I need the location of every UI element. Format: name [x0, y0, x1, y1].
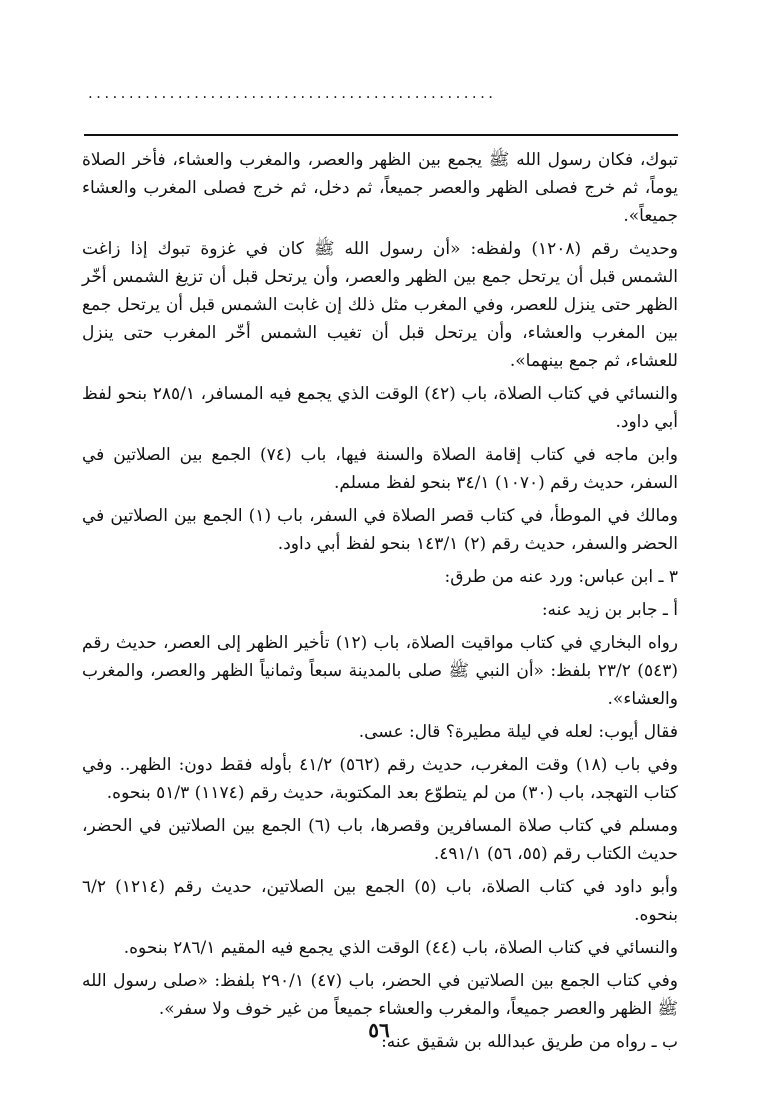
paragraph: ومالك في الموطأ، في كتاب قصر الصلاة في السفر، باب (١) الجمع بين الصلاتين في الحضر والسفر، حديث رقم (٢) ١٤٣/١ بنحو لفظ أبي داود. — [82, 506, 678, 554]
header-dotted-rule: .................................................. — [88, 84, 497, 102]
paragraph: رواه البخاري في كتاب مواقيت الصلاة، باب (١٢) تأخير الظهر إلى العصر، حديث رقم (٥٤٣) ٢٣/٢ بلفظ: «أن النبي ﷺ صلى بالمدينة سبعاً وثمانياً الظهر والعصر، والمغرب والعشاء». — [82, 633, 679, 709]
paragraph: وفي كتاب الجمع بين الصلاتين في الحضر، باب (٤٧) ٢٩٠/١ بلفظ: «صلى رسول الله ﷺ الظهر والعصر جميعاً، والمغرب والعشاء جميعاً من غير خوف ولا سفر». — [82, 971, 678, 1019]
paragraph: والنسائي في كتاب الصلاة، باب (٤٢) الوقت الذي يجمع فيه المسافر، ٢٨٥/١ بنحو لفظ أبي داود. — [82, 384, 678, 432]
footnote-text — [82, 146, 678, 1061]
paragraph: وابن ماجه في كتاب إقامة الصلاة والسنة فيها، باب (٧٤) الجمع بين الصلاتين في السفر، حديث رقم (١٠٧٠) ٣٤/١ بنحو لفظ مسلم. — [82, 445, 678, 493]
paragraph: وحديث رقم (١٢٠٨) ولفظه: «أن رسول الله ﷺ كان في غزوة تبوك إذا زاغت الشمس قبل أن يرتحل جمع بين الظهر والعصر، وأن يرتحل قبل أن تزيغ الشمس أخّر الظهر حتى ينزل للعصر، وفي المغرب مثل ذلك إن غابت الشمس قبل أن يرتحل جمع بين المغرب والعشاء، وأن يرتحل قبل أن تغيب الشمس أخّر المغرب حتى ينزل للعشاء، ثم جمع بينهما». — [82, 239, 679, 371]
footnote-separator — [84, 134, 678, 136]
paragraph: فقال أيوب: لعله في ليلة مطيرة؟ قال: عسى. — [358, 722, 678, 742]
paragraph: وفي باب (١٨) وقت المغرب، حديث رقم (٥٦٢) ٤١/٢ بأوله فقط دون: الظهر.. وفي كتاب التهجد، باب (٣٠) من لم يتطوّع بعد المكتوبة، حديث رقم (١١٧٤) ٥١/٣ بنحوه. — [82, 755, 678, 803]
section-heading: ٣ ـ ابن عباس: ورد عنه من طرق: — [444, 567, 678, 587]
paragraph: والنسائي في كتاب الصلاة، باب (٤٤) الوقت الذي يجمع فيه المقيم ٢٨٦/١ بنحوه. — [123, 938, 678, 958]
paragraph: وأبو داود في كتاب الصلاة، باب (٥) الجمع بين الصلاتين، حديث رقم (١٢١٤) ٦/٢ بنحوه. — [82, 877, 678, 925]
paragraph: ومسلم في كتاب صلاة المسافرين وقصرها، باب (٦) الجمع بين الصلاتين في الحضر، حديث الكتاب رقم (٥٥، ٥٦) ٤٩١/١. — [82, 816, 678, 864]
subsection-heading: ب ـ رواه من طريق عبدالله بن شقيق عنه: — [381, 1032, 678, 1052]
page-number: ٥٦ — [368, 1018, 390, 1042]
paragraph: تبوك، فكان رسول الله ﷺ يجمع بين الظهر والعصر، والمغرب والعشاء، فأخر الصلاة يوماً، ثم خرج فصلى الظهر والعصر جميعاً، ثم دخل، ثم خرج فصلى المغرب والعشاء جميعاً». — [82, 150, 678, 226]
subsection-heading: أ ـ جابر بن زيد عنه: — [541, 600, 678, 620]
